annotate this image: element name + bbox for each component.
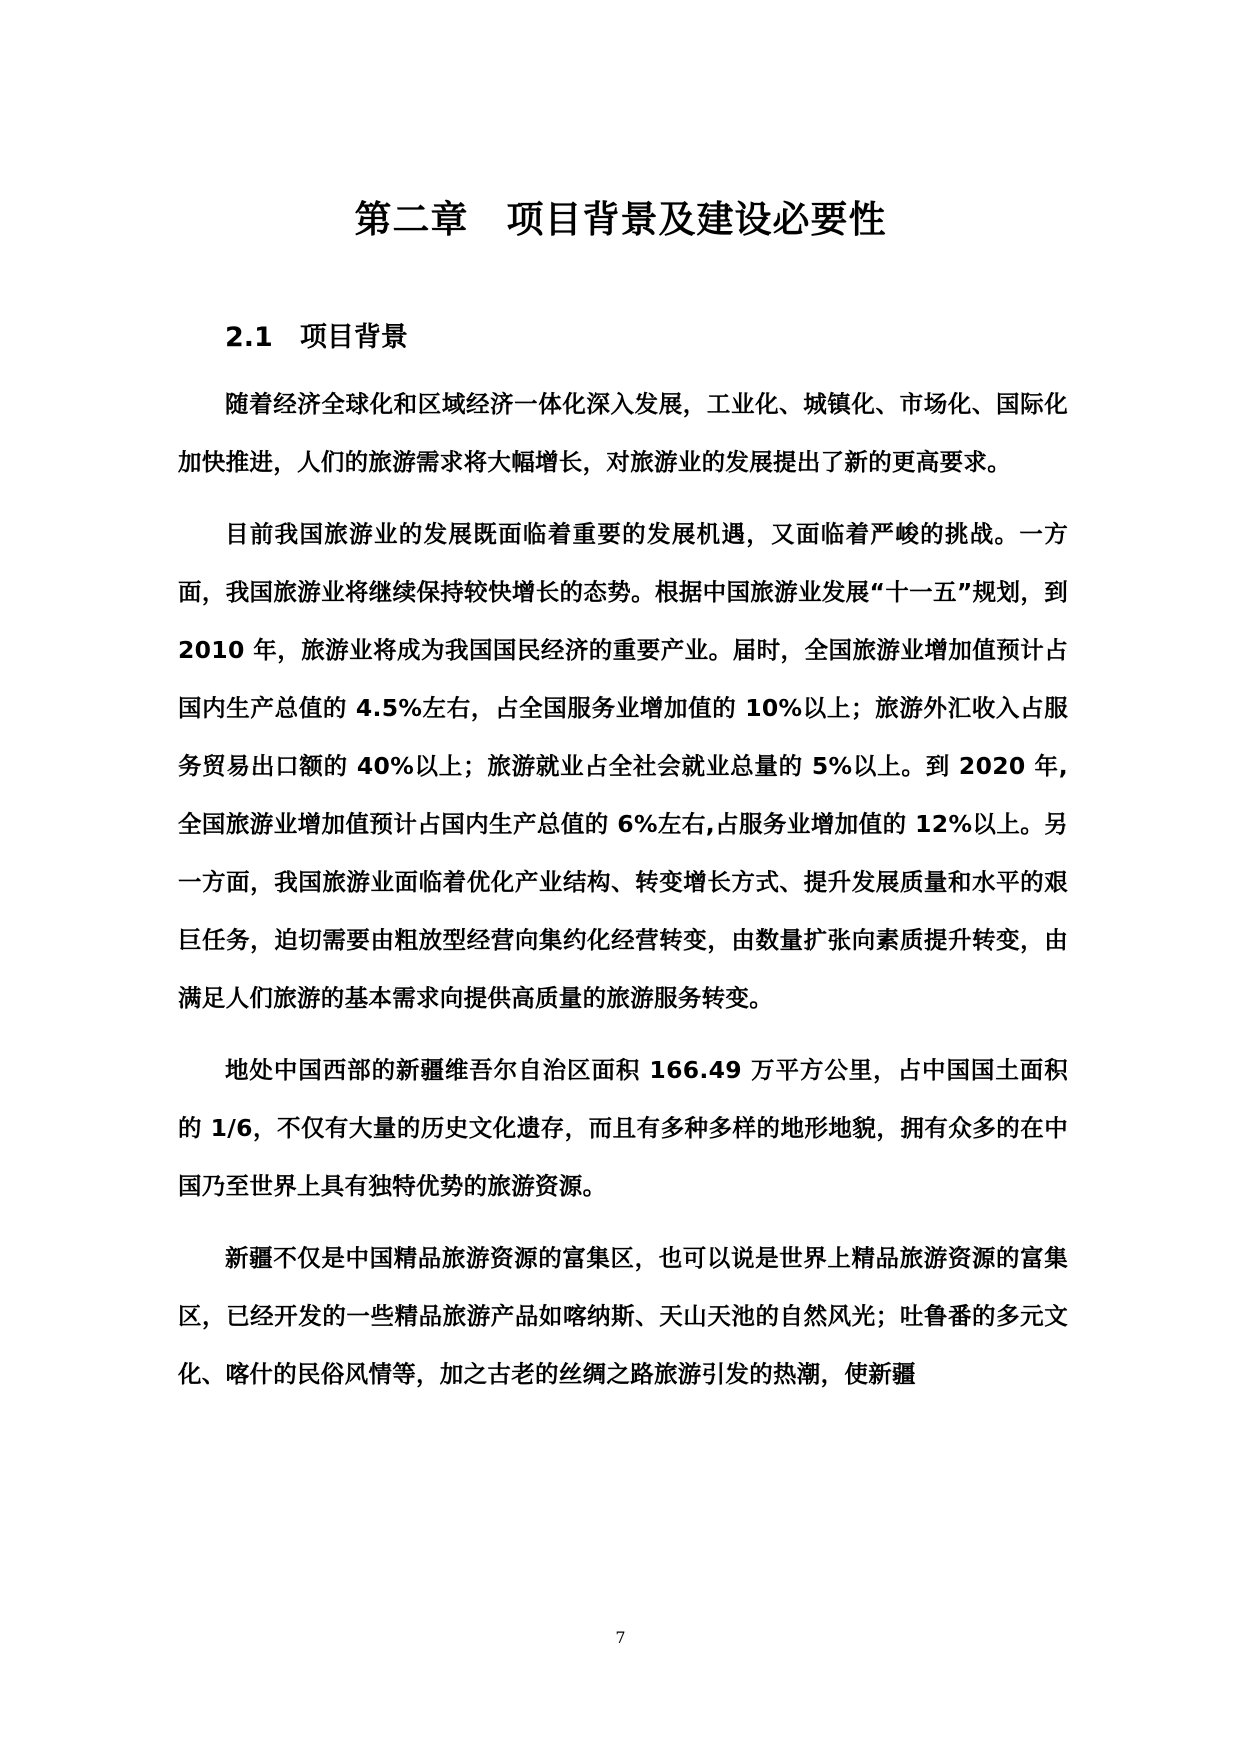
paragraph-4: 新疆不仅是中国精品旅游资源的富集区，也可以说是世界上精品旅游资源的富集区，已经开发的一些精品旅游产品如喀纳斯、天山天池的自然风光；吐鲁番的多元文化、喀什的民俗风情等，加之古老的丝绸之路旅游引发的热潮，使新疆 bbox=[178, 1244, 1068, 1388]
chapter-title: 第二章 项目背景及建设必要性 bbox=[354, 198, 887, 241]
body-text bbox=[178, 375, 1068, 1417]
paragraph-3: 地处中国西部的新疆维吾尔自治区面积 166.49 万平方公里，占中国国土面积的 1/6，不仅有大量的历史文化遗存，而且有多种多样的地形地貌，拥有众多的在中国乃至世界上具有独特优势的旅游资源。 bbox=[178, 1056, 1068, 1200]
paragraph-1: 随着经济全球化和区域经济一体化深入发展，工业化、城镇化、市场化、国际化加快推进，人们的旅游需求将大幅增长，对旅游业的发展提出了新的更高要求。 bbox=[178, 390, 1068, 476]
paragraph-2: 目前我国旅游业的发展既面临着重要的发展机遇，又面临着严峻的挑战。一方面，我国旅游业将继续保持较快增长的态势。根据中国旅游业发展“十一五”规划，到 2010 年，旅游业将成为我国国民经济的重要产业。届时，全国旅游业增加值预计占国内生产总值的 4.5%左右，占全国服务业增加值的 10%以上；旅游外汇收入占服务贸易出口额的 40%以上；旅游就业占全社会就业总量的 5%以上。到 2020 年,全国旅游业增加值预计占国内生产总值的 6%左右,占服务业增加值的 12%以上。另一方面，我国旅游业面临着优化产业结构、转变增长方式、提升发展质量和水平的艰巨任务，迫切需要由粗放型经营向集约化经营转变，由数量扩张向素质提升转变，由满足人们旅游的基本需求向提供高质量的旅游服务转变。 bbox=[178, 520, 1068, 1012]
page-number: 7 bbox=[615, 1628, 626, 1647]
section-heading: 2.1 项目背景 bbox=[225, 322, 408, 353]
